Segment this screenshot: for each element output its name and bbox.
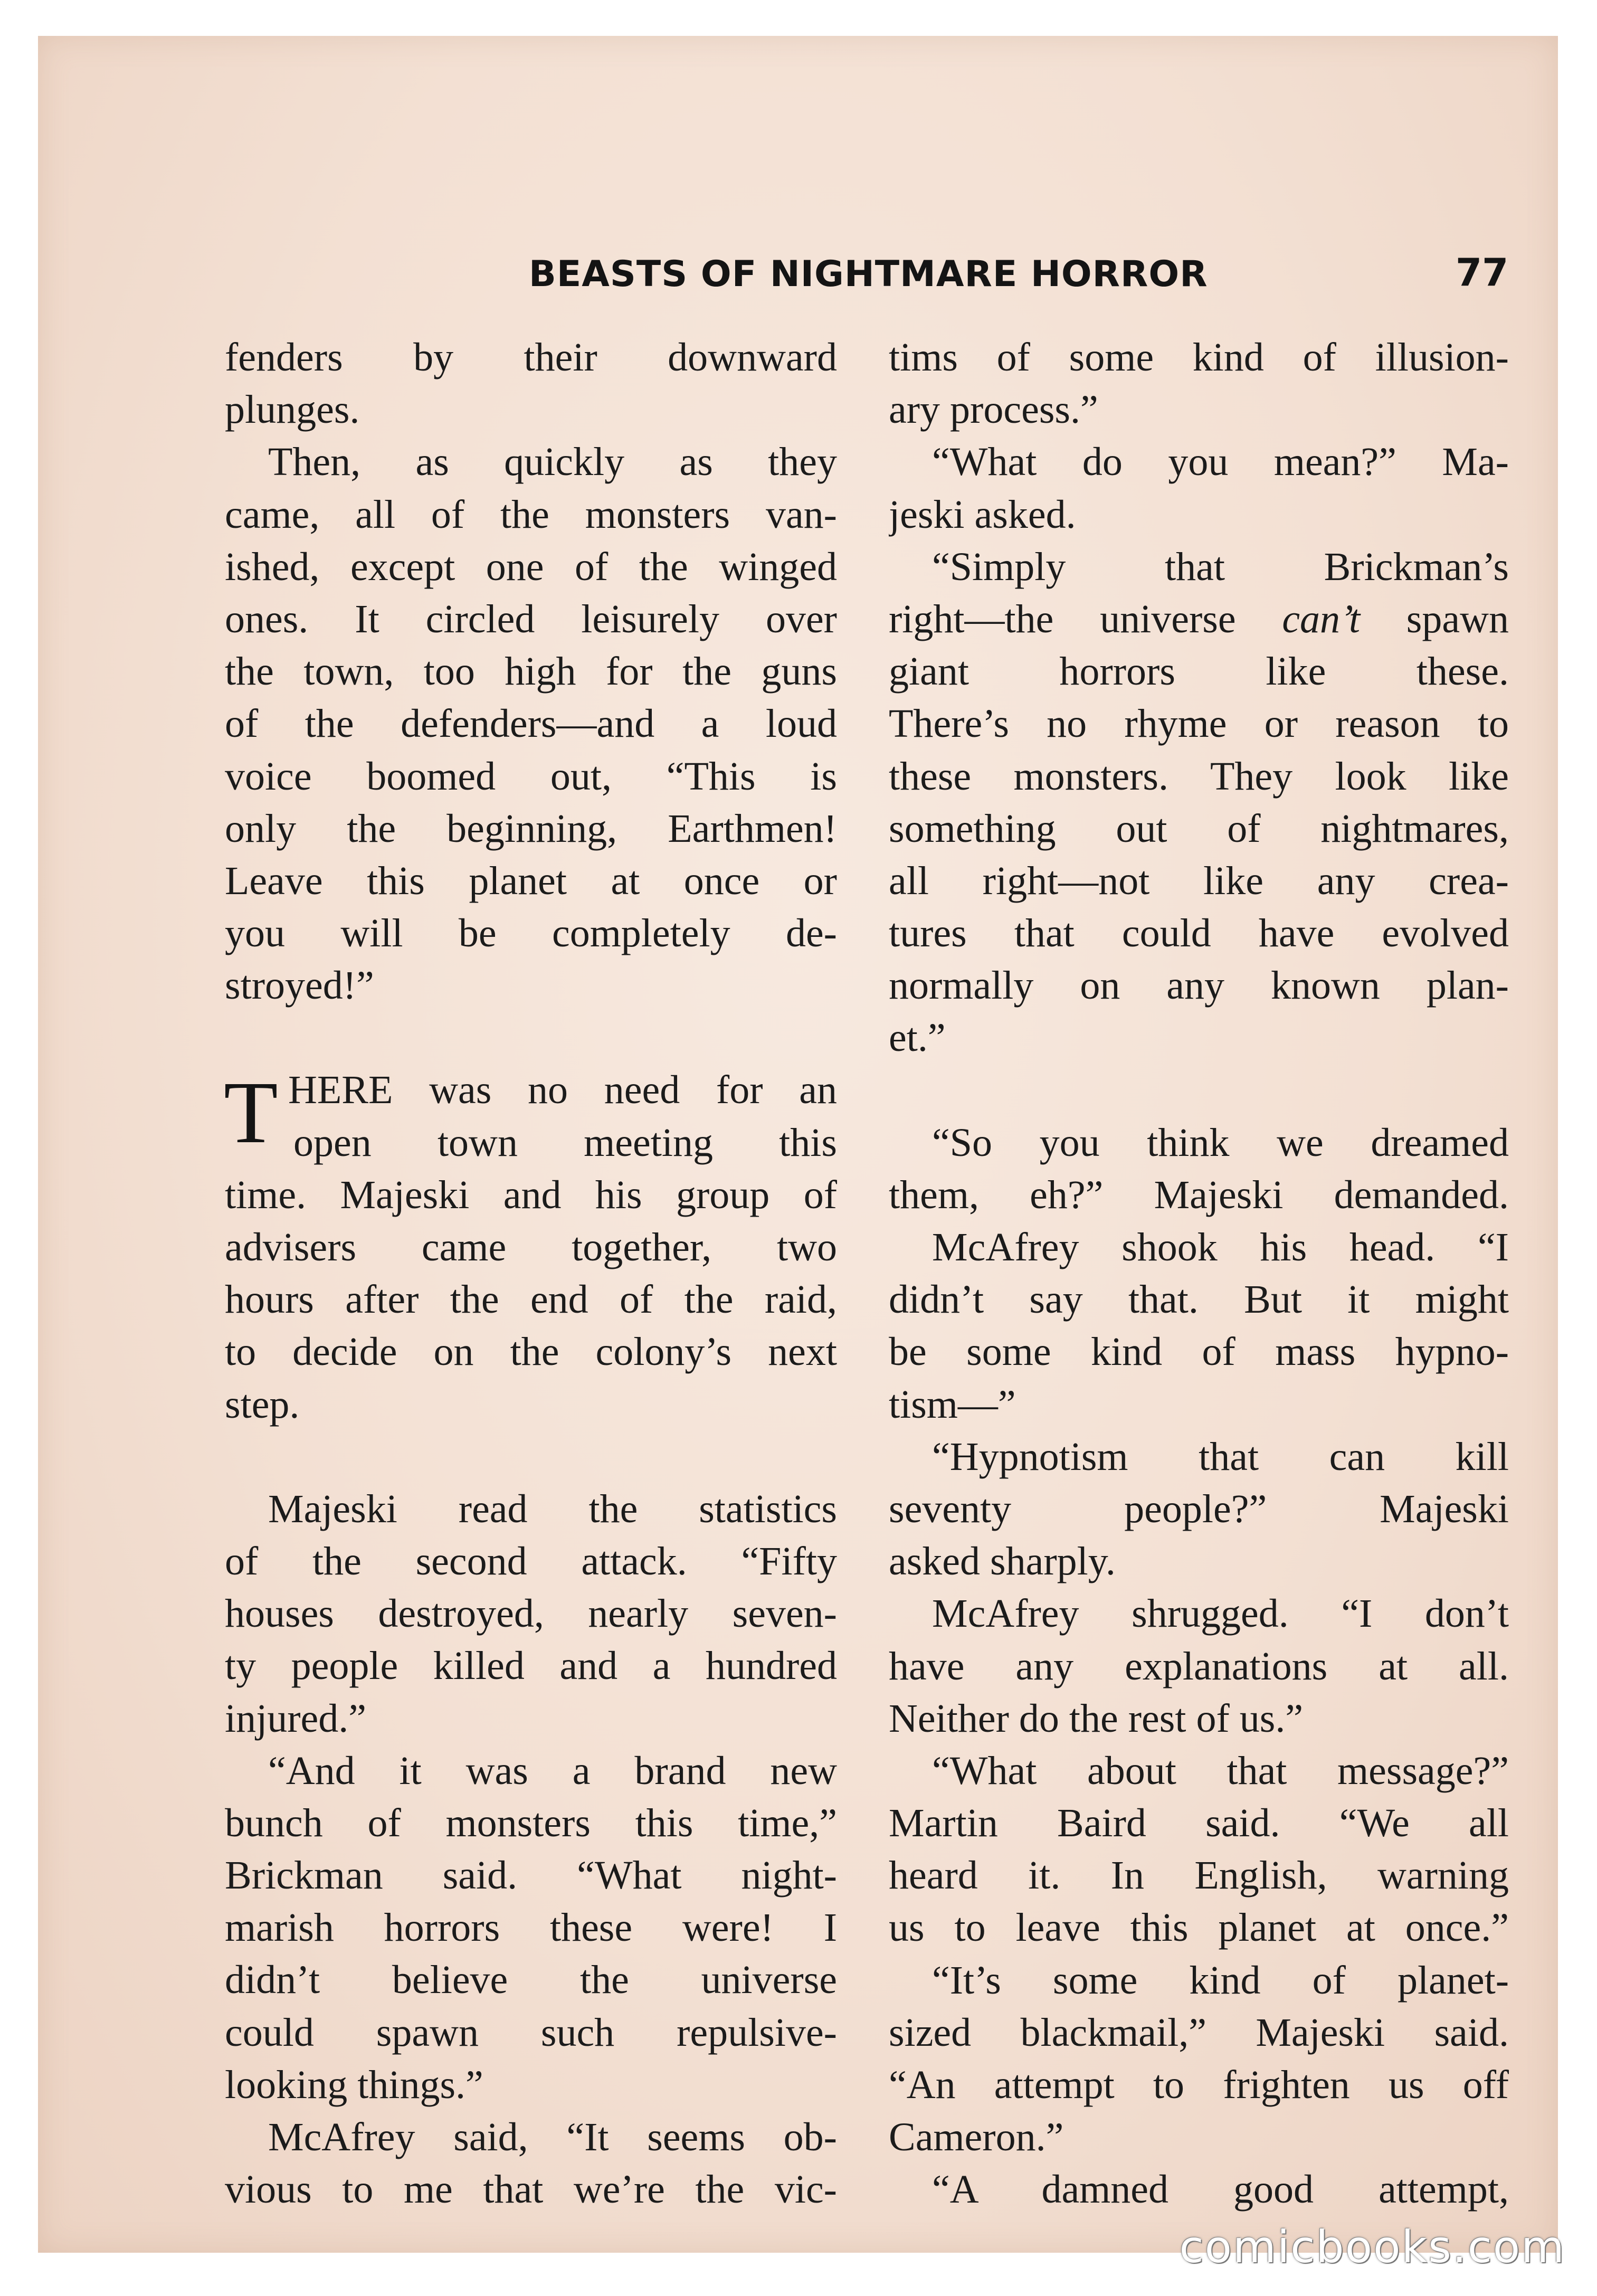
text-line: fenders by their downward bbox=[225, 335, 837, 379]
text-line: only the beginning, Earthmen! bbox=[225, 806, 837, 851]
text-line: ished, except one of the winged bbox=[225, 544, 837, 589]
text-line: “And it was a brand new bbox=[268, 1748, 837, 1793]
text-line: tures that could have evolved bbox=[889, 911, 1509, 956]
text-line: these monsters. They look like bbox=[889, 754, 1509, 799]
text-line: HERE was no need for an bbox=[288, 1068, 837, 1113]
text-line-with-emphasis bbox=[889, 593, 1509, 646]
text-line: Majeski read the statistics bbox=[268, 1486, 837, 1531]
text-line: McAfrey shook his head. “I bbox=[932, 1225, 1509, 1269]
text-line: voice boomed out, “This is bbox=[225, 754, 837, 799]
text-line: heard it. In English, warning bbox=[889, 1853, 1509, 1898]
text-line: you will be completely de- bbox=[225, 911, 837, 956]
text-line: hours after the end of the raid, bbox=[225, 1277, 837, 1322]
text-line: didn’t believe the universe bbox=[225, 1958, 837, 2003]
text-line: us to leave this planet at once.” bbox=[889, 1905, 1509, 1950]
text-line: all right—not like any crea- bbox=[889, 858, 1509, 903]
text-line: didn’t say that. But it might bbox=[889, 1277, 1509, 1322]
section-break bbox=[889, 1065, 1509, 1117]
text-line: stroyed!” bbox=[225, 963, 374, 1008]
text-line: Martin Baird said. “We all bbox=[889, 1801, 1509, 1846]
italic-emphasis: can’t bbox=[1282, 596, 1361, 641]
section-break bbox=[225, 1431, 837, 1483]
text-line: McAfrey shrugged. “I don’t bbox=[932, 1591, 1509, 1636]
text-line: them, eh?” Majeski demanded. bbox=[889, 1172, 1509, 1217]
text-line: ty people killed and a hundred bbox=[225, 1644, 837, 1688]
text-line: Leave this planet at once or bbox=[225, 858, 837, 903]
text-column-right bbox=[889, 331, 1509, 2216]
text-line: came, all of the monsters van- bbox=[225, 492, 837, 537]
text-line: Brickman said. “What night- bbox=[225, 1853, 837, 1898]
text-line: “So you think we dreamed bbox=[932, 1120, 1509, 1165]
text-line: “A damned good attempt, bbox=[932, 2167, 1509, 2212]
text-line: of the defenders—and a loud bbox=[225, 701, 837, 746]
text-line: McAfrey said, “It seems ob- bbox=[268, 2115, 837, 2159]
text-line: normally on any known plan- bbox=[889, 963, 1509, 1008]
text-column-left bbox=[225, 331, 837, 2216]
text-line: “An attempt to frighten us off bbox=[889, 2063, 1509, 2107]
text-line: There’s no rhyme or reason to bbox=[889, 701, 1509, 746]
section-break bbox=[225, 1012, 837, 1064]
text-line: bunch of monsters this time,” bbox=[225, 1800, 837, 1845]
text-line: could spawn such repulsive- bbox=[225, 2010, 837, 2055]
text-line: the town, too high for the guns bbox=[225, 649, 837, 694]
text-line: open town meeting this bbox=[293, 1120, 837, 1165]
text-line: advisers came together, two bbox=[225, 1225, 837, 1269]
text-line: tism—” bbox=[889, 1382, 1016, 1427]
text-line: looking things.” bbox=[225, 2062, 483, 2107]
text-line: asked sharply. bbox=[889, 1539, 1116, 1584]
text-line: “What about that message?” bbox=[932, 1748, 1509, 1793]
text-line: marish horrors these were! I bbox=[225, 1905, 837, 1950]
text-line: time. Majeski and his group of bbox=[225, 1172, 837, 1217]
drop-cap: T bbox=[224, 1064, 278, 1162]
section-opening bbox=[225, 1064, 837, 1169]
text-run: spawn bbox=[1360, 596, 1509, 641]
text-line: something out of nightmares, bbox=[889, 806, 1509, 851]
text-line: tims of some kind of illusion- bbox=[889, 335, 1509, 379]
text-line: injured.” bbox=[225, 1696, 367, 1741]
text-line: have any explanations at all. bbox=[889, 1644, 1509, 1688]
watermark: comicbooks.com bbox=[1179, 2221, 1565, 2273]
text-line: ary process.” bbox=[889, 387, 1098, 432]
text-line: seventy people?” Majeski bbox=[889, 1486, 1509, 1531]
text-line: et.” bbox=[889, 1016, 946, 1060]
text-line: “Simply that Brickman’s bbox=[932, 544, 1509, 589]
text-line: jeski asked. bbox=[889, 492, 1076, 537]
text-line: vious to me that we’re the vic- bbox=[225, 2167, 837, 2212]
text-line: Then, as quickly as they bbox=[268, 440, 837, 485]
text-line: step. bbox=[225, 1382, 300, 1427]
text-line: “What do you mean?” Ma- bbox=[932, 440, 1509, 485]
text-line: giant horrors like these. bbox=[889, 649, 1509, 694]
text-run: right—the universe bbox=[889, 596, 1282, 641]
text-line: of the second attack. “Fifty bbox=[225, 1539, 837, 1583]
text-line: be some kind of mass hypno- bbox=[889, 1330, 1509, 1374]
text-line: sized blackmail,” Majeski said. bbox=[889, 2010, 1509, 2055]
text-line: to decide on the colony’s next bbox=[225, 1330, 837, 1374]
book-page bbox=[38, 36, 1558, 2253]
text-line: plunges. bbox=[225, 387, 360, 432]
text-line: “It’s some kind of planet- bbox=[932, 1958, 1509, 2003]
text-line: Neither do the rest of us.” bbox=[889, 1696, 1304, 1741]
text-line: “Hypnotism that can kill bbox=[932, 1434, 1509, 1479]
running-title: BEASTS OF NIGHTMARE HORROR bbox=[529, 253, 1208, 295]
text-line: ones. It circled leisurely over bbox=[225, 596, 837, 641]
page-number: 77 bbox=[1456, 250, 1509, 295]
text-line: houses destroyed, nearly seven- bbox=[225, 1591, 837, 1636]
text-line: Cameron.” bbox=[889, 2115, 1064, 2160]
